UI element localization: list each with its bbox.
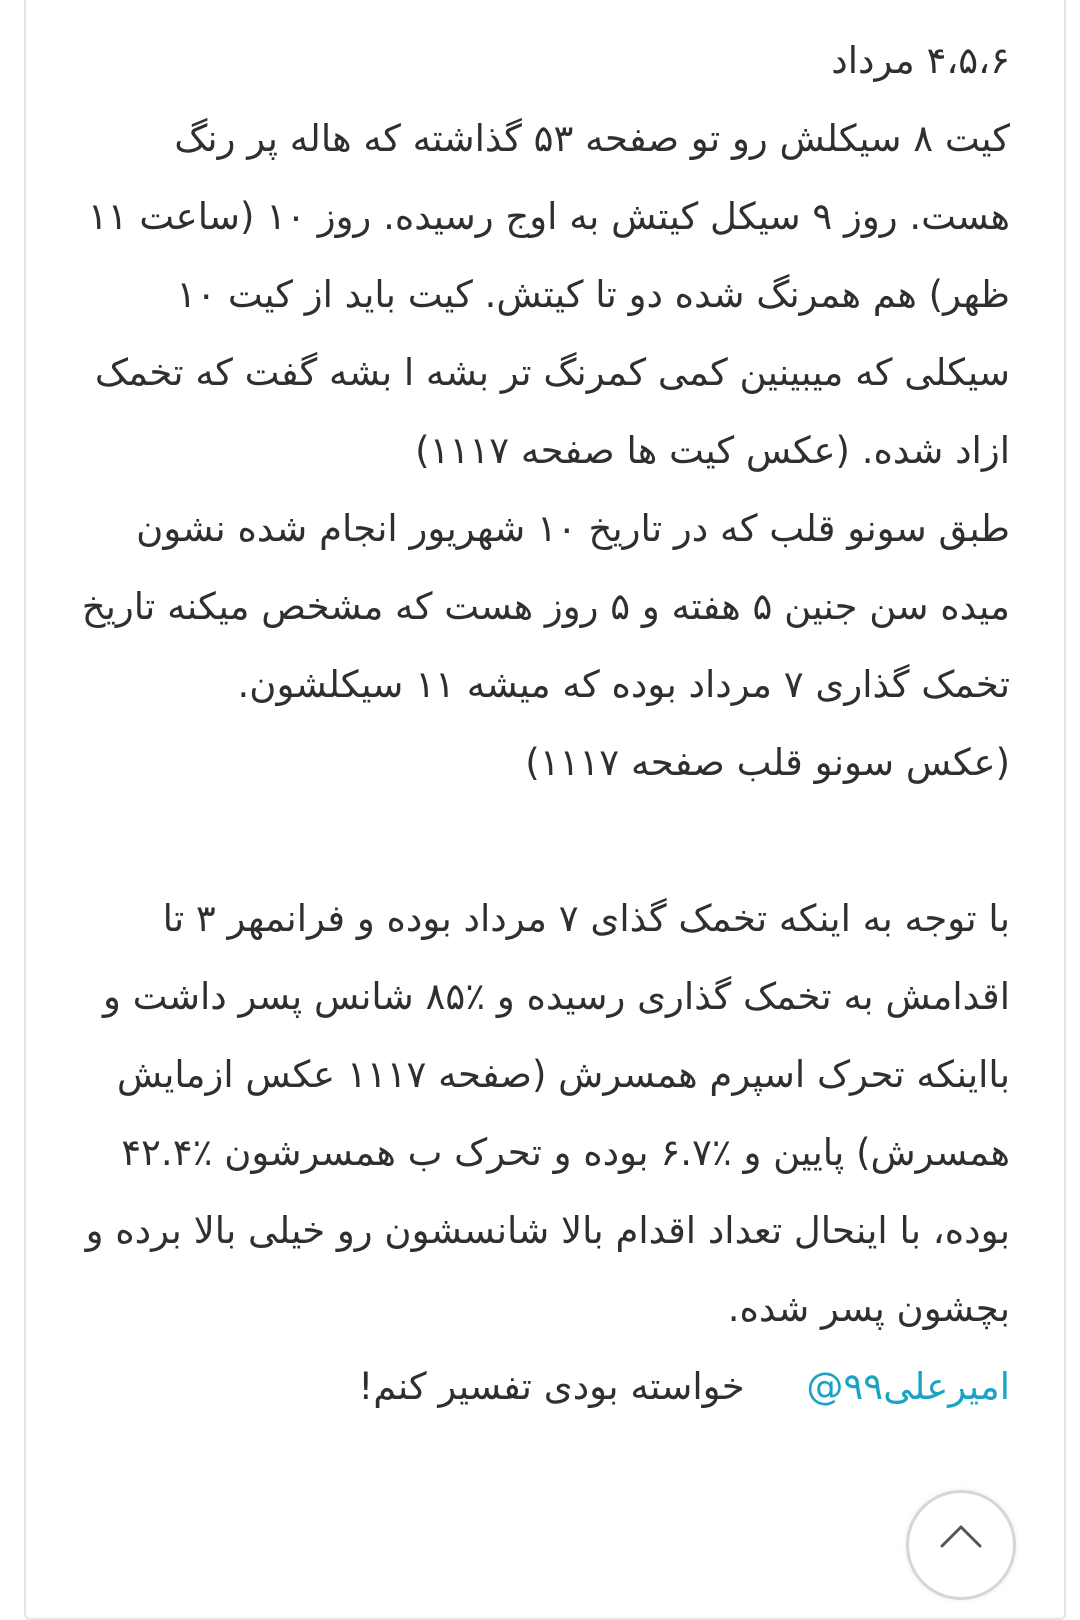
mention-line — [70, 1348, 1010, 1426]
post-kit-text: کیت ۸ سیکلش رو تو صفحه ۵۳ گذاشته که هاله پر رنگ هست. روز ۹ سیکل کیتش به اوج رسیده. روز ۱۰ (ساعت ۱۱ ظهر) هم همرنگ شده دو تا کیتش. کیت باید از کیت ۱۰ سیکلی که میبینین کمی کمرنگ تر بشه ا بشه گفت که تخمک ازاد شده. (عکس کیت ها صفحه ۱۱۱۷) — [87, 117, 1010, 472]
paragraph-gap — [70, 802, 1010, 880]
post-sono-photo-ref: (عکس سونو قلب صفحه ۱۱۱۷) — [525, 741, 1010, 784]
post-body — [70, 22, 1010, 1426]
chevron-up-icon — [939, 1523, 983, 1549]
scroll-to-top-button[interactable] — [906, 1490, 1016, 1600]
post-conclusion-text: با توجه به اینکه تخمک گذای ۷ مرداد بوده و فرانمهر ۳ تا اقدامش به تخمک گذاری رسیده و ٪۸۵ شانس پسر داشت و بااینکه تحرک اسپرم همسرش (صفحه ۱۱۱۷ عکس ازمایش همسرش) پایین و ٪۶.۷ بوده و تحرک ب همسرشون ٪۴۲.۴ بوده، با اینحال تعداد اقدام بالا شانسشون رو خیلی بالا برده و بچشون پسر شده. — [85, 897, 1010, 1330]
post-sono-text: طبق سونو قلب که در تاریخ ۱۰ شهریور انجام شده نشون میده سن جنین ۵ هفته و ۵ روز هست که مشخص میکنه تاریخ تخمک گذاری ۷ مرداد بوده که میشه ۱۱ سیکلشون. — [81, 507, 1010, 706]
closing-text: خواسته بودی تفسیر کنم! — [358, 1365, 745, 1408]
user-mention-link[interactable]: امیرعلی۹۹@ — [806, 1365, 1010, 1408]
post-date-line: ۴،۵،۶ مرداد — [831, 39, 1010, 82]
